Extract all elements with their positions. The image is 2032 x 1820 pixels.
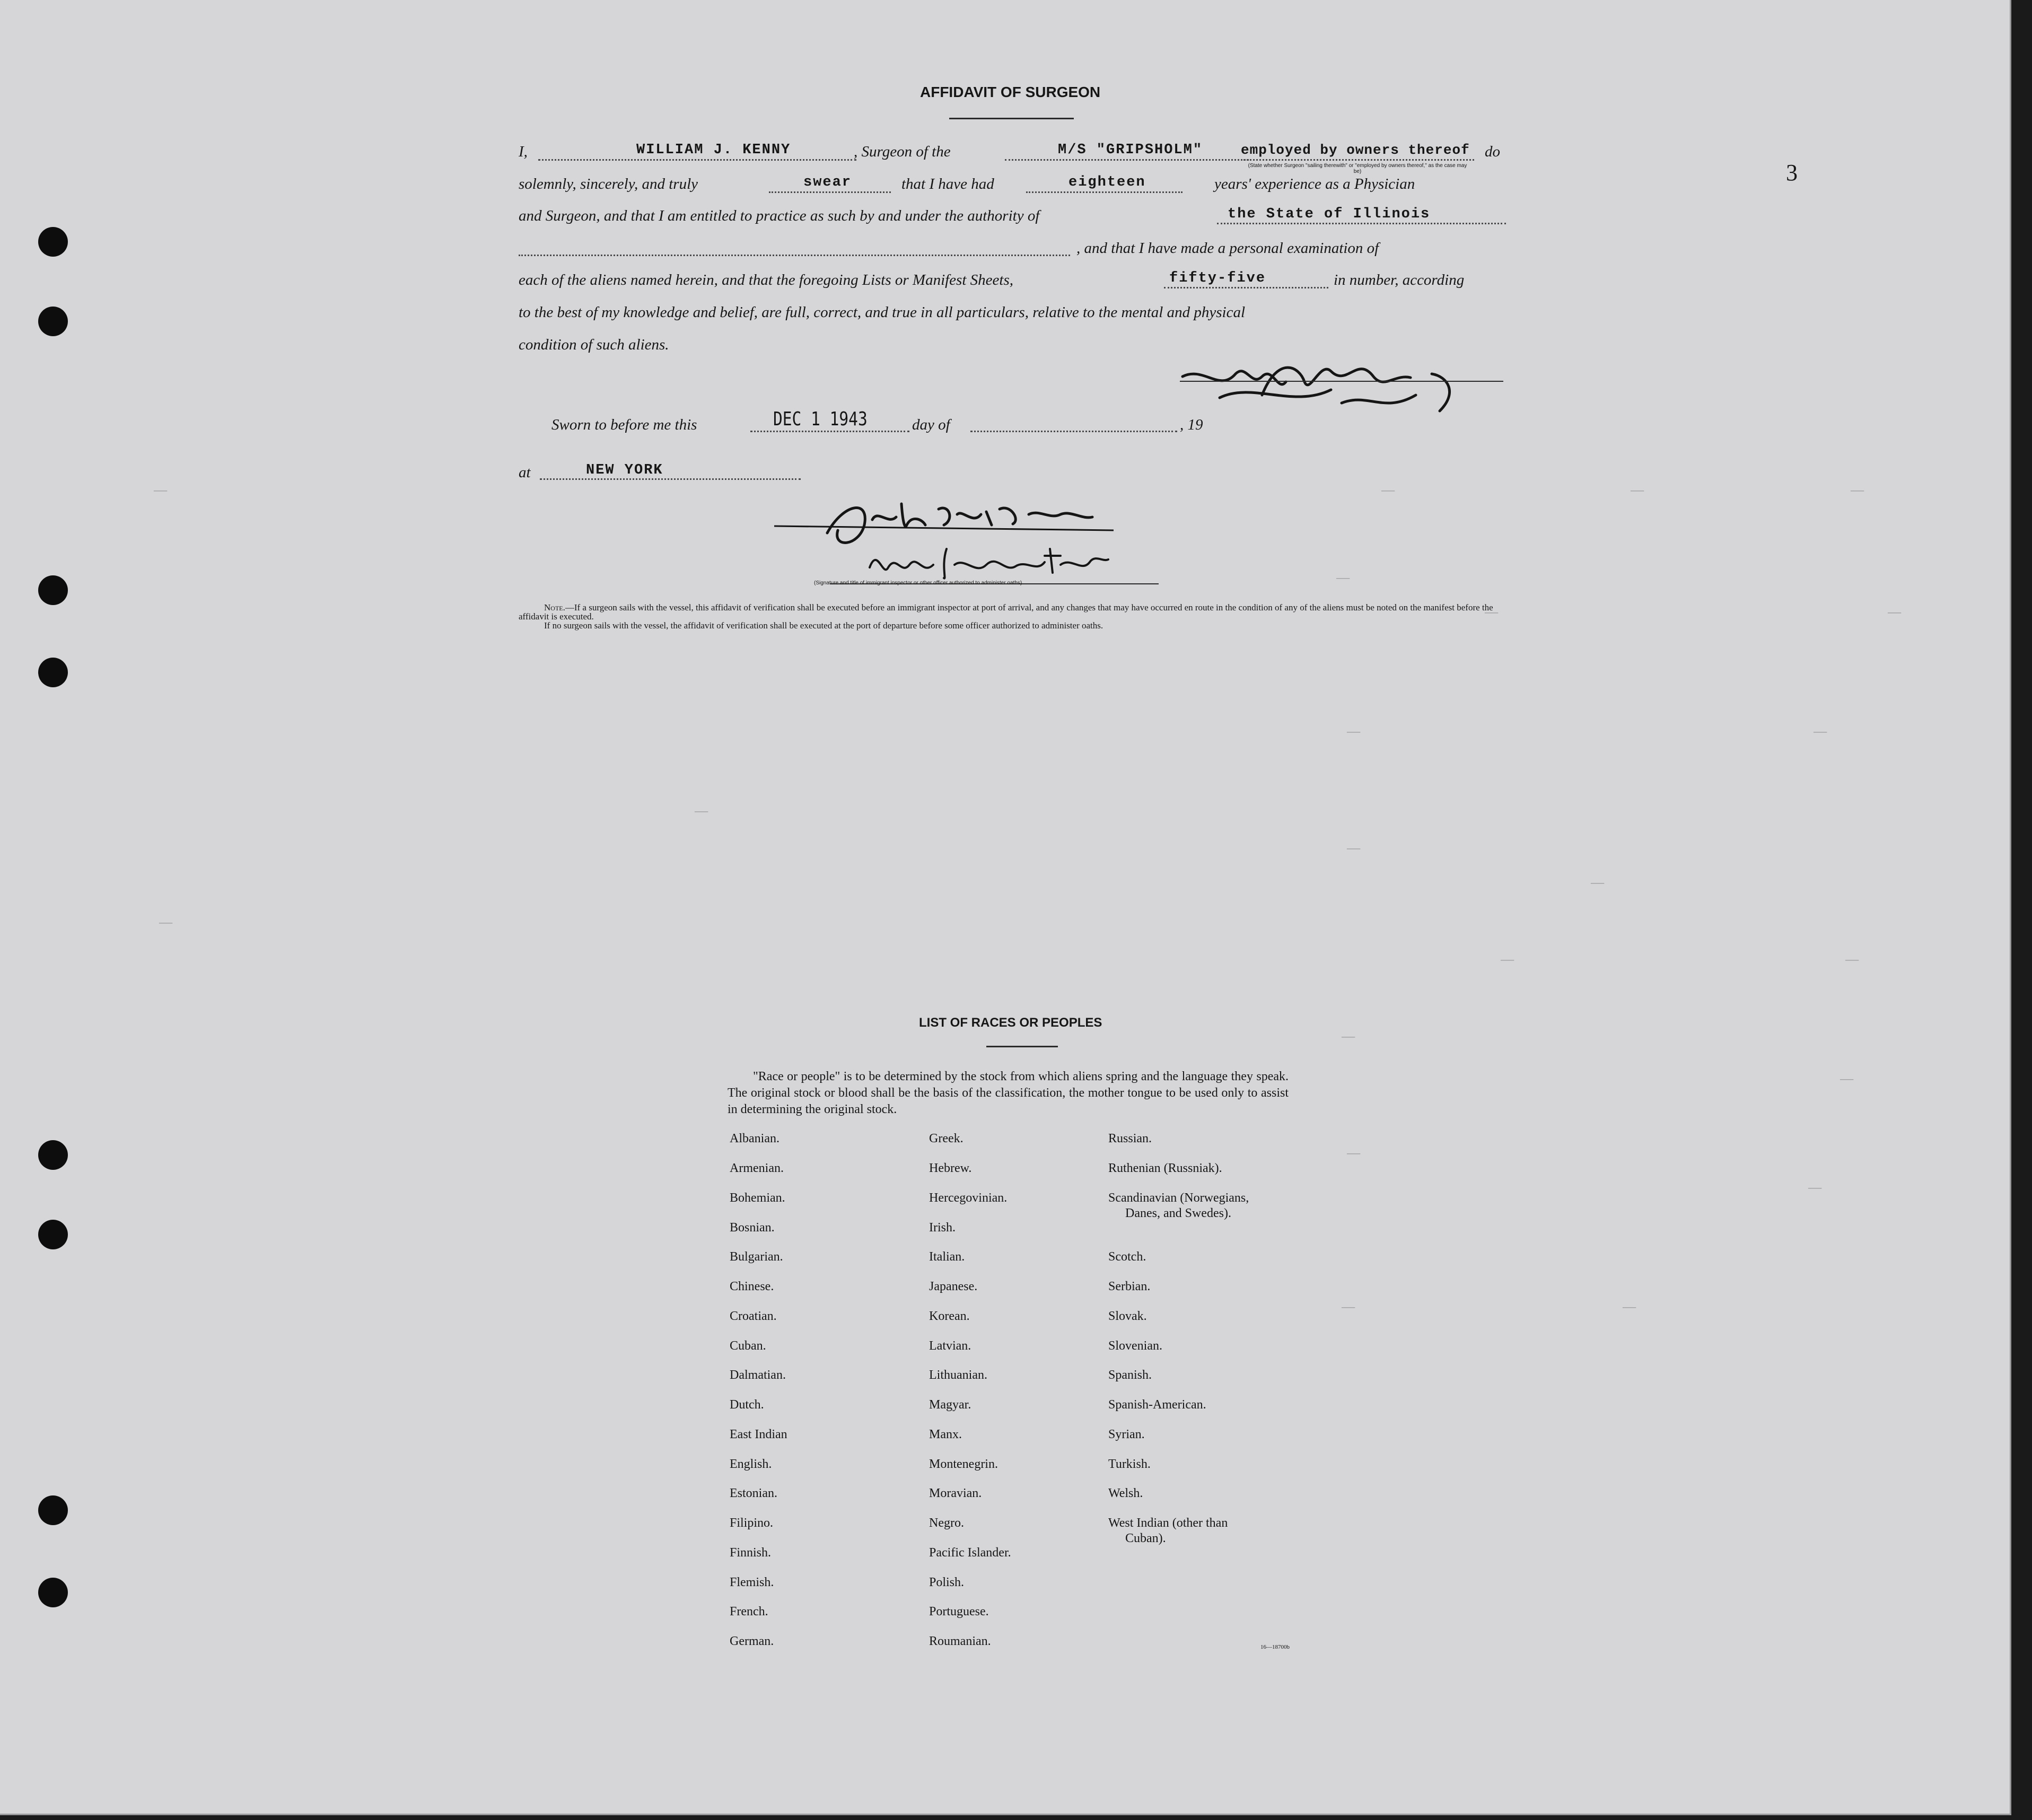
- oath-field: [769, 191, 891, 193]
- binder-hole: [38, 575, 68, 605]
- race-item: Japanese.: [929, 1280, 978, 1293]
- years-experience: eighteen: [1068, 174, 1146, 190]
- sworn-date-stamp: DEC 1 1943: [773, 408, 868, 430]
- race-item: Bulgarian.: [730, 1250, 783, 1264]
- binder-hole: [38, 227, 68, 257]
- authority-field: [1217, 223, 1506, 224]
- race-item: Latvian.: [929, 1339, 971, 1353]
- line6: to the best of my knowledge and belief, are full, correct, and true in all particulars, relative to the mental and physical: [519, 304, 1246, 321]
- race-item: Syrian.: [1108, 1428, 1145, 1441]
- line1-mid: , Surgeon of the: [854, 143, 951, 160]
- race-item: Italian.: [929, 1250, 965, 1264]
- vessel-name: M/S "GRIPSHOLM": [1058, 142, 1203, 158]
- race-item: Portuguese.: [929, 1605, 989, 1618]
- race-item: Magyar.: [929, 1398, 971, 1412]
- race-item: Slovenian.: [1108, 1339, 1162, 1353]
- line2-post: years' experience as a Physician: [1214, 176, 1415, 192]
- race-item: Bosnian.: [730, 1221, 775, 1235]
- race-item: English.: [730, 1457, 772, 1471]
- surgeon-capacity: employed by owners thereof: [1241, 142, 1470, 158]
- license-authority: the State of Illinois: [1228, 206, 1431, 222]
- race-item: Spanish.: [1108, 1368, 1152, 1382]
- line1-post: do: [1485, 143, 1500, 160]
- capacity-hint: (State whether Surgeon "sailing therewith" or "employed by owners thereof," as the case may be): [1248, 163, 1467, 174]
- race-item: Cuban.: [730, 1339, 766, 1353]
- line7: condition of such aliens.: [519, 336, 669, 353]
- race-item: Filipino.: [730, 1516, 774, 1530]
- race-item: Negro.: [929, 1516, 964, 1530]
- note-label: Note.: [544, 602, 565, 612]
- sworn-place: NEW YORK: [586, 462, 663, 478]
- binder-hole: [38, 1578, 68, 1607]
- form-sheet: —— —— —— —— —— —— —— —— —— —— —— —— —— —— —— —— —— —— —— —— —— 3 AFFIDAVIT OF SURGEON I, WILLIAM J. KENNY , Surgeon of the M/S "GRIPSHOLM" employed by owners thereof do (State whether Surgeon "sailing therewith" or "employed by owners thereof," as the case may be) solemnly, sincerely, and truly swear that I have had eighteen years' experience as a Physician and Surgeon, and that I am entitled to practice as such by and under the authority of the State of Illinois , and that I have made a personal examination of each of the aliens named herein, and that the foregoing Lists or Manifest Sheets, fifty-five in number, according to the best of my knowledge and belief, are full, correct, and true in all particulars, relative to the mental and physical condition of such aliens. Sworn to before me this DEC 1 1943 day of , 19 at NEW YORK (Signature and title of immigrant inspector or other officer authorized to administer oaths) Note.—If a surgeon sails with the vessel, this affidavit of verification shall be executed before an immigrant inspector at port of arrival, and any changes that may have occurred en route in the condition of any of the aliens must be noted on the manifest before the affidavit is executed. If no surgeon sails with the vessel, the affidavit of verification shall be executed at the port of departure before some officer authorized to administer oaths. LIST OF RACES OR PEOPLES "Race or people" is to be determined by the stock from which aliens spring and the language they speak. The original stock or blood shall be the basis of the classification, the mother tongue to be used only to assist in determining the original stock. Albanian. Armenian. Bohemian. Bosnian. Bulgarian. Chinese. Croatian. Cuban. Dalmatian. Dutch. East Indian English. Estonian. Filipino. Finnish. Flemish. French. German. Greek. Hebrew. Hercegovinian. Irish. Italian. Japanese. Korean. Latvian. Lithuanian. Magyar. Manx. Montenegrin. Moravian. Negro. Pacific Islander. Polish. Portuguese. Roumanian. Russian. Ruthenian (Russniak). Scandinavian (Norwegians, Danes, and Swedes). Scotch. Serbian. Slovak. Slovenian. Spanish. Spanish-American. Syrian. Turkish. Welsh. West Indian (other than Cuban). 16—18700b: [0, 0, 2011, 1815]
- race-item: Chinese.: [730, 1280, 774, 1293]
- line1-pre: I,: [519, 143, 528, 160]
- race-item: Turkish.: [1108, 1457, 1151, 1471]
- surgeon-name: WILLIAM J. KENNY: [636, 142, 791, 158]
- affidavit-title: AFFIDAVIT OF SURGEON: [920, 84, 1101, 100]
- race-item: Roumanian.: [929, 1634, 991, 1648]
- binder-hole: [38, 658, 68, 687]
- race-item: Bohemian.: [730, 1191, 785, 1205]
- race-item: Scandinavian (Norwegians,: [1108, 1191, 1249, 1205]
- race-item: Korean.: [929, 1309, 970, 1323]
- title-underline: [949, 118, 1074, 119]
- races-title: LIST OF RACES OR PEOPLES: [919, 1016, 1102, 1030]
- sworn-post: , 19: [1180, 416, 1203, 433]
- race-item: French.: [730, 1605, 768, 1618]
- authority-field-continued: [519, 255, 1070, 256]
- race-item: Flemish.: [730, 1576, 774, 1589]
- race-item: Lithuanian.: [929, 1368, 987, 1382]
- binder-hole: [38, 1220, 68, 1249]
- races-intro: "Race or people" is to be determined by the stock from which aliens spring and the language they speak. The original stock or blood shall be the basis of the classification, the mother tongue to be used only to assist in determining the original stock.: [728, 1070, 1289, 1116]
- surgeon-signature: [1172, 345, 1501, 424]
- line3-pre: and Surgeon, and that I am entitled to practice as such by and under the authority of: [519, 207, 1040, 224]
- race-item: Montenegrin.: [929, 1457, 998, 1471]
- binder-hole: [38, 1495, 68, 1525]
- oath-word: swear: [803, 174, 852, 190]
- race-item: Polish.: [929, 1576, 965, 1589]
- race-item: Greek.: [929, 1132, 964, 1145]
- race-item: Russian.: [1108, 1132, 1152, 1145]
- race-item: Pacific Islander.: [929, 1546, 1011, 1560]
- note-text-arrival: —If a surgeon sails with the vessel, this affidavit of verification shall be executed before an immigrant inspector at port of arrival, and any changes that may have occurred en route in the condition of any of the aliens must be noted on the manifest before the affidavit is executed.: [519, 602, 1493, 622]
- race-item: Hercegovinian.: [929, 1191, 1008, 1205]
- race-item: Finnish.: [730, 1546, 772, 1560]
- surgeon-name-field: [538, 159, 856, 161]
- race-item: Scotch.: [1108, 1250, 1146, 1264]
- surgeon-signature-line: [1180, 381, 1503, 382]
- binder-hole: [38, 307, 68, 336]
- race-item: Danes, and Swedes).: [1125, 1206, 1231, 1220]
- race-item: Estonian.: [730, 1486, 777, 1500]
- line2-mid: that I have had: [901, 176, 994, 192]
- race-item: Spanish-American.: [1108, 1398, 1206, 1412]
- race-item: Moravian.: [929, 1486, 982, 1500]
- race-item: Cuban).: [1125, 1532, 1166, 1545]
- line5-post: in number, according: [1334, 272, 1465, 288]
- vessel-field: [1005, 159, 1249, 161]
- race-item: Armenian.: [730, 1161, 784, 1175]
- race-item: Albanian.: [730, 1132, 779, 1145]
- race-item: Serbian.: [1108, 1280, 1151, 1293]
- race-item: Ruthenian (Russniak).: [1108, 1161, 1222, 1175]
- sworn-month-field: [970, 431, 1177, 432]
- officer-signature: [764, 488, 1145, 583]
- note-text-departure: If no surgeon sails with the vessel, the affidavit of verification shall be executed at the port of departure before some officer authorized to administer oaths.: [544, 620, 1103, 631]
- sworn-date-field: [750, 431, 909, 432]
- sworn-pre: Sworn to before me this: [551, 416, 697, 433]
- form-number: 16—18700b: [1260, 1644, 1290, 1650]
- line4-post: , and that I have made a personal examination of: [1076, 240, 1379, 257]
- place-field: [540, 478, 801, 480]
- page-number: 3: [1786, 160, 1798, 186]
- sworn-mid: day of: [912, 416, 950, 433]
- binder-hole: [38, 1140, 68, 1170]
- race-item: East Indian: [730, 1428, 787, 1441]
- line5-pre: each of the aliens named herein, and that the foregoing Lists or Manifest Sheets,: [519, 272, 1013, 288]
- race-item: West Indian (other than: [1108, 1516, 1228, 1530]
- officer-caption: (Signature and title of immigrant inspector or other officer authorized to administer oaths): [814, 580, 1022, 586]
- affidavit-note: [519, 603, 1505, 630]
- race-item: Welsh.: [1108, 1486, 1143, 1500]
- line2-pre: solemnly, sincerely, and truly: [519, 176, 698, 192]
- race-item: German.: [730, 1634, 774, 1648]
- race-item: Dalmatian.: [730, 1368, 786, 1382]
- capacity-field: [1241, 159, 1474, 161]
- years-field: [1026, 191, 1183, 193]
- sheets-field: [1164, 287, 1328, 288]
- race-item: Hebrew.: [929, 1161, 972, 1175]
- race-item: Croatian.: [730, 1309, 777, 1323]
- races-title-underline: [986, 1046, 1058, 1047]
- race-item: Manx.: [929, 1428, 962, 1441]
- race-item: Dutch.: [730, 1398, 764, 1412]
- race-item: Slovak.: [1108, 1309, 1147, 1323]
- at-pre: at: [519, 464, 531, 481]
- manifest-sheet-count: fifty-five: [1169, 270, 1266, 286]
- race-item: Irish.: [929, 1221, 956, 1235]
